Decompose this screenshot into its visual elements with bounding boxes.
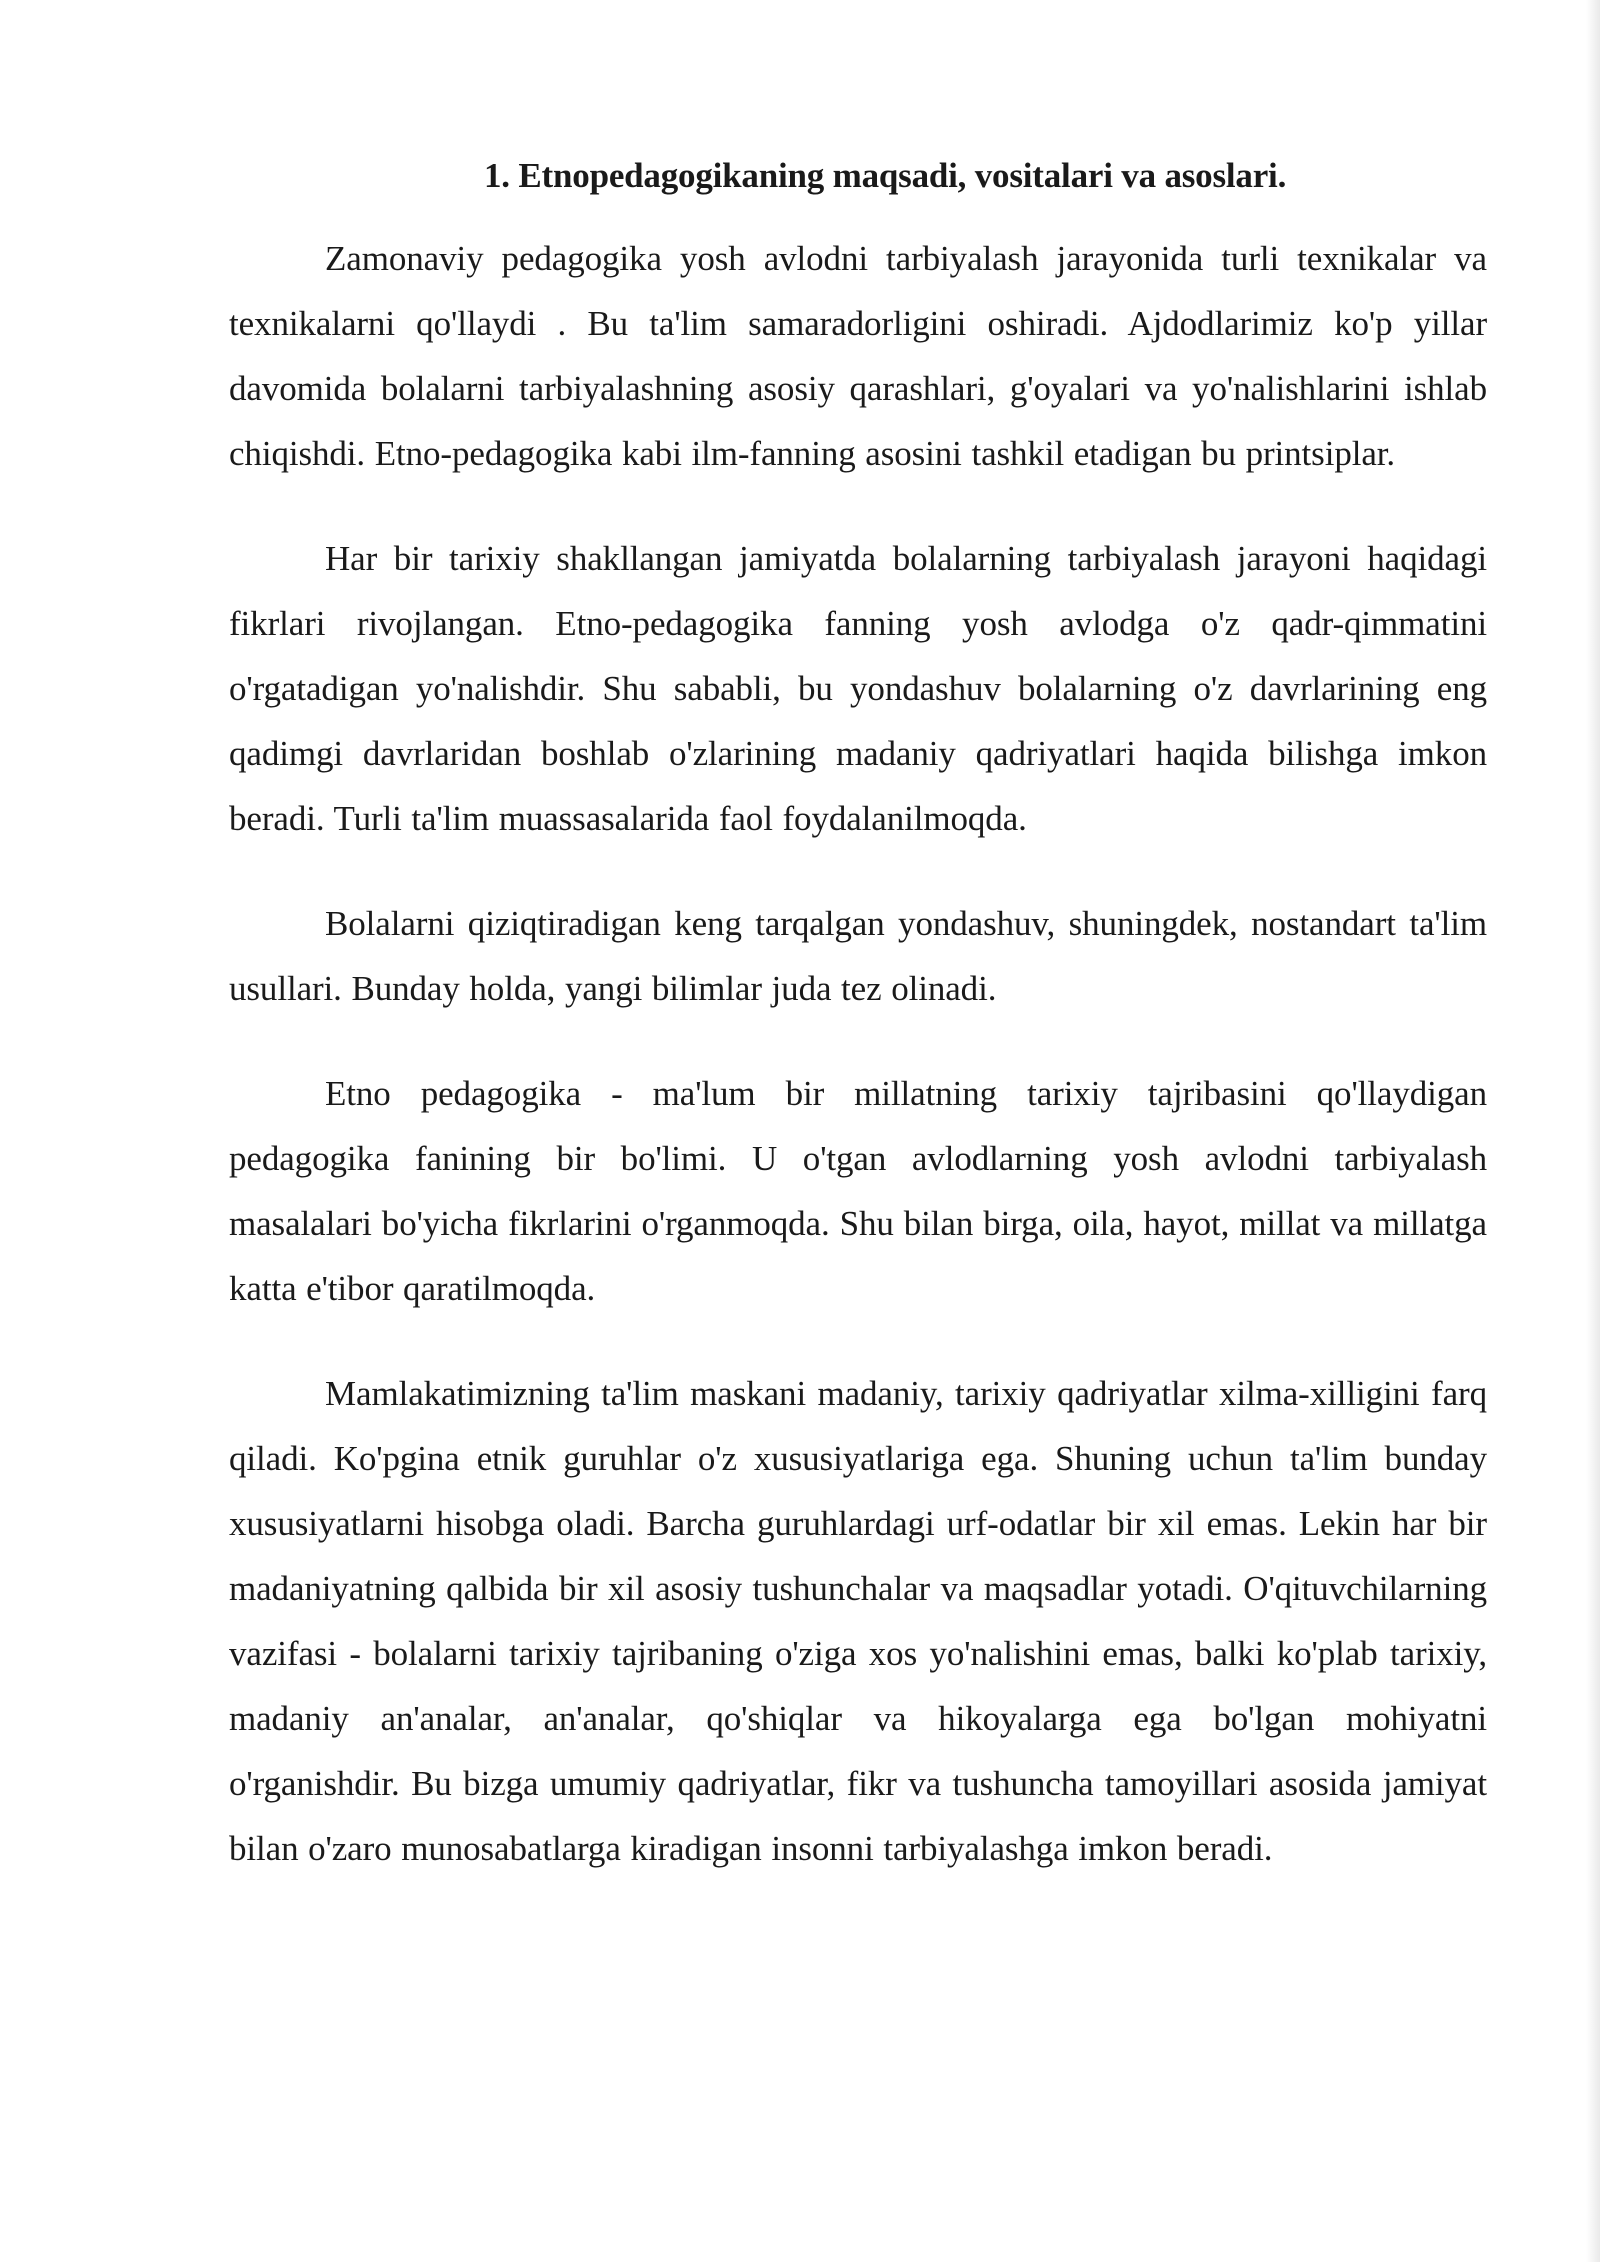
- paragraph-5: Mamlakatimizning ta'lim maskani madaniy, tarixiy qadriyatlar xilma-xilligini farq qiladi. Ko'pgina etnik guruhlar o'z xususiyatlariga ega. Shuning uchun ta'lim bunday xususiyatlarni hisobga oladi. Barcha guruhlardagi urf-odatlar bir xil emas. Lekin har bir madaniyatning qalbida bir xil asosiy tushunchalar va maqsadlar yotadi. O'qituvchilarning vazifasi - bolalarni tarixiy tajribaning o'ziga xos yo'nalishini emas, balki ko'plab tarixiy, madaniy an'analar, an'analar, qo'shiqlar va hikoyalarga ega bo'lgan mohiyatni o'rganishdir. Bu bizga umumiy qadriyatlar, fikr va tushuncha tamoyillari asosida jamiyat bilan o'zaro munosabatlarga kiradigan insonni tarbiyalashga imkon beradi.: [229, 1374, 1487, 1868]
- paragraph-3: Bolalarni qiziqtiradigan keng tarqalgan yondashuv, shuningdek, nostandart ta'lim usullari. Bunday holda, yangi bilimlar juda tez olinadi.: [229, 904, 1487, 1008]
- paragraph-1: Zamonaviy pedagogika yosh avlodni tarbiyalash jarayonida turli texnikalar va texnikalarni qo'llaydi . Bu ta'lim samaradorligini oshiradi. Ajdodlarimiz ko'p yillar davomida bolalarni tarbiyalashning asosiy qarashlari, g'oyalari va yo'nalishlarini ishlab chiqishdi. Etno-pedagogika kabi ilm-fanning asosini tashkil etadigan bu printsiplar.: [229, 239, 1487, 473]
- section-heading: 1. Etnopedagogikaning maqsadi, vositalari va asoslari.: [484, 156, 1287, 195]
- paragraph-2: Har bir tarixiy shakllangan jamiyatda bolalarning tarbiyalash jarayoni haqidagi fikrlari rivojlangan. Etno-pedagogika fanning yosh avlodga o'z qadr-qimmatini o'rgatadigan yo'nalishdir. Shu sababli, bu yondashuv bolalarning o'z davrlarining eng qadimgi davrlaridan boshlab o'zlarining madaniy qadriyatlari haqida bilishga imkon beradi. Turli ta'lim muassasalarida faol foydalanilmoqda.: [229, 539, 1487, 838]
- document-body: [229, 150, 1487, 1921]
- page-edge-shadow: [1586, 0, 1600, 2262]
- paragraph-4: Etno pedagogika - ma'lum bir millatning tarixiy tajribasini qo'llaydigan pedagogika fanining bir bo'limi. U o'tgan avlodlarning yosh avlodni tarbiyalash masalalari bo'yicha fikrlarini o'rganmoqda. Shu bilan birga, oila, hayot, millat va millatga katta e'tibor qaratilmoqda.: [229, 1074, 1487, 1308]
